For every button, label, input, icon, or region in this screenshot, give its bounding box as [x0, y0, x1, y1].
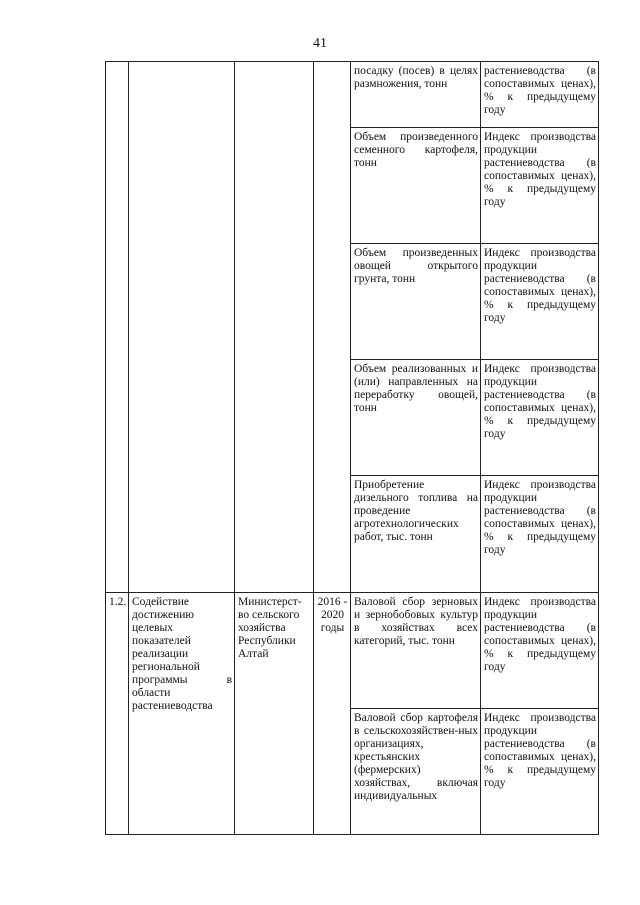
- indicator-cell: Объем произведенного семенного картофеля, тонн: [351, 128, 481, 244]
- indicator-cell: Объем произведенных овощей открытого грунта, тонн: [351, 244, 481, 360]
- table-row: [106, 593, 599, 709]
- years-cell: 2016 - 2020 годы: [314, 593, 351, 835]
- index-cell: Индекс производства продукции растениеводства (в сопоставимых ценах), % к предыдущему году: [481, 476, 599, 593]
- measure-cell: Содействие достижению целевых показателей реализации региональной программы в области растениеводства: [129, 593, 235, 835]
- indicator-cell: посадку (посев) в целях размножения, тонн: [351, 62, 481, 128]
- index-cell: Индекс производства продукции растениеводства (в сопоставимых ценах), % к предыдущему году: [481, 593, 599, 709]
- executor-cell: Министерст-во сельского хозяйства Республики Алтай: [235, 593, 314, 835]
- program-measures-table: [105, 61, 599, 835]
- executor-cell-empty: [235, 62, 314, 593]
- index-cell: Индекс производства продукции растениеводства (в сопоставимых ценах), % к предыдущему году: [481, 128, 599, 244]
- indicator-cell: Приобретение дизельного топлива на проведение агротехнологических работ, тыс. тонн: [351, 476, 481, 593]
- indicator-cell: Валовой сбор картофеля в сельскохозяйствен-ных организациях, крестьянских (фермерских) хозяйствах, включая индивидуальных: [351, 709, 481, 835]
- measure-cell-empty: [129, 62, 235, 593]
- indicator-cell: Валовой сбор зерновых и зернобобовых культур в хозяйствах всех категорий, тыс. тонн: [351, 593, 481, 709]
- index-cell: Индекс производства продукции растениеводства (в сопоставимых ценах), % к предыдущему году: [481, 360, 599, 476]
- indicator-cell: Объем реализованных и (или) направленных на переработку овощей, тонн: [351, 360, 481, 476]
- table-row: [106, 62, 599, 128]
- years-cell-empty: [314, 62, 351, 593]
- index-cell: Индекс производства продукции растениеводства (в сопоставимых ценах), % к предыдущему году: [481, 244, 599, 360]
- page-number: 41: [313, 36, 327, 51]
- number-cell-empty: [106, 62, 129, 593]
- index-cell: растениеводства (в сопоставимых ценах), % к предыдущему году: [481, 62, 599, 128]
- index-cell: Индекс производства продукции растениеводства (в сопоставимых ценах), % к предыдущему году: [481, 709, 599, 835]
- item-number-cell: 1.2.: [106, 593, 129, 835]
